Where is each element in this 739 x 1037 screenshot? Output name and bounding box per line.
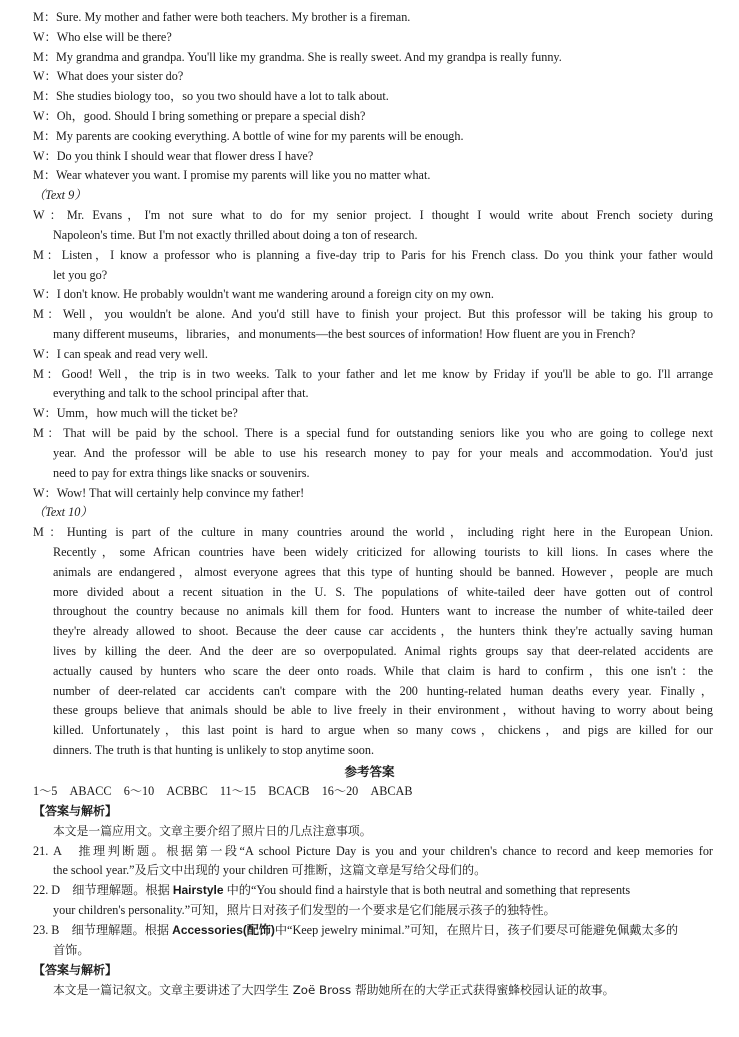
q23-line	[33, 921, 713, 941]
q23-keyword: Accessories(配饰)	[172, 923, 275, 937]
monologue-line: throughout the country because no animals kill them for food. Hunters want to increase the number of white-tailed deer	[53, 604, 713, 618]
monologue-line: these groups believe that animals should be able to live freely in their environment，without having to worry about being	[53, 703, 713, 717]
answers-title: 参考答案	[344, 764, 395, 779]
section-intro: 本文是一篇应用文。文章主要介绍了照片日的几点注意事项。	[53, 824, 372, 838]
q21-line: 21. A 推理判断题。根据第一段“A school Picture Day is you and your children's chance to record and keep memories for	[33, 844, 713, 858]
q22-line-cont: your children's personality.”可知，照片日对孩子们发型的一个要求是它们能展示孩子的独特性。	[53, 903, 556, 917]
q23-prefix: 23. B 细节理解题。根据	[33, 923, 173, 937]
monologue-line: Recently，some African countries have been widely criticized for allowing tourists to kill lions. In cases where the	[53, 545, 713, 559]
dialogue-line: M：Listen，I know a professor who is planning a five-day trip to Paris for his French class. Do you think your father would	[33, 248, 713, 262]
q22-quote: 中的“You should find a hairstyle that is both neutral and something that represents	[223, 883, 631, 897]
dialogue-line: W：Mr. Evans，I'm not sure what to do for my senior project. I thought I would write about French society during	[33, 208, 713, 222]
q22-keyword: Hairstyle	[172, 883, 224, 897]
dialogue-line: W：Wow! That will certainly help convince my father!	[33, 486, 305, 500]
dialogue-line-cont: need to pay for extra things like snacks or souvenirs.	[53, 466, 310, 480]
dialogue-line-cont: let you go?	[53, 268, 108, 282]
dialogue-line: W：Who else will be there?	[33, 30, 172, 44]
monologue-line: number of deer-related car accidents can't compare with the 200 hunting-related human deaths every year. Finally，	[53, 684, 713, 698]
dialogue-line: M：Well，you wouldn't be alone. And you'd still have to finish your project. But this professor will be taking his group to	[33, 307, 713, 321]
q22-line	[33, 881, 713, 901]
q21-line-cont: the school year.”及后文中出现的 your children 可推断，这篇文章是写给父母们的。	[53, 863, 487, 877]
monologue-line: killed. Unfortunately，this last point is hard to argue when so many cows，chickens，and pigs are killed for our	[53, 723, 713, 737]
monologue-line: animals are endangered，almost everyone agrees that this type of hunting should be banned. However，people are much	[53, 565, 713, 579]
dialogue-line-cont: everything and talk to the school principal after that.	[53, 386, 309, 400]
dialogue-line: W：Do you think I should wear that flower dress I have?	[33, 149, 314, 163]
monologue-line: they're already allowed to shoot. Because the deer cause car accidents，the hunters think they're actually saving human	[53, 624, 713, 638]
monologue-line: actually caused by hunters who scare the deer onto roads. While that claim is hard to confirm，this one isn't：the	[53, 664, 713, 678]
monologue-line: M：Hunting is part of the culture in many countries around the world，including right here in the European Union.	[33, 525, 713, 539]
dialogue-line: W：What does your sister do?	[33, 69, 184, 83]
dialogue-line: W：I don't know. He probably wouldn't want me wandering around a foreign city on my own.	[33, 287, 494, 301]
dialogue-line: M：That will be paid by the school. There is a special fund for outstanding seniors like you who are going to college next	[33, 426, 713, 440]
dialogue-line: M：My grandma and grandpa. You'll like my grandma. She is really sweet. And my grandpa is really funny.	[33, 50, 562, 64]
section-heading: 【答案与解析】	[33, 963, 118, 977]
text10-label: （Text 10）	[33, 505, 93, 519]
q23-quote: 中“Keep jewelry minimal.”可知，在照片日，孩子们要尽可能避免佩戴太多的	[274, 923, 679, 937]
dialogue-line: W：Umm，how much will the ticket be?	[33, 406, 238, 420]
section-heading: 【答案与解析】	[33, 804, 118, 818]
q22-prefix: 22. D 细节理解题。根据	[33, 883, 173, 897]
monologue-line: dinners. The truth is that hunting is unlikely to stop anytime soon.	[53, 743, 375, 757]
monologue-line: lives by killing the deer. And the deer are so overpopulated. Animal rights groups say that deer-related accidents are	[53, 644, 713, 658]
dialogue-line: W：I can speak and read very well.	[33, 347, 208, 361]
text9-label: （Text 9）	[33, 188, 87, 202]
dialogue-line: M：She studies biology too，so you two should have a lot to talk about.	[33, 89, 389, 103]
dialogue-line-cont: Napoleon's time. But I'm not exactly thrilled about doing a ton of research.	[53, 228, 418, 242]
dialogue-line: M：Sure. My mother and father were both teachers. My brother is a fireman.	[33, 10, 411, 24]
monologue-line: more divided about a recent situation in the U. S. The populations of white-tailed deer have gotten out of control	[53, 585, 713, 599]
q23-line-cont: 首饰。	[53, 943, 90, 957]
dialogue-line-cont: year. And the professor will be able to use his research money to pay for your meals and accommodation. You'd just	[53, 446, 713, 460]
dialogue-line: W：Oh，good. Should I bring something or prepare a special dish?	[33, 109, 366, 123]
section-intro: 本文是一篇记叙文。文章主要讲述了大四学生 Zoë Bross 帮助她所在的大学正式获得蜜蜂校园认证的故事。	[53, 983, 615, 997]
dialogue-line: M：My parents are cooking everything. A bottle of wine for my parents will be enough.	[33, 129, 464, 143]
dialogue-line: M：Wear whatever you want. I promise my parents will like you no matter what.	[33, 168, 431, 182]
dialogue-line: M：Good! Well，the trip is in two weeks. Talk to your father and let me know by Friday if you'll be able to go. I'll arrange	[33, 367, 713, 381]
answer-key: 1～5 ABACC 6～10 ACBBC 11～15 BCACB 16～20 ABCAB	[33, 784, 413, 798]
dialogue-line-cont: many different museums，libraries，and monuments—the best sources of information! How fluent are you in French?	[53, 327, 636, 341]
